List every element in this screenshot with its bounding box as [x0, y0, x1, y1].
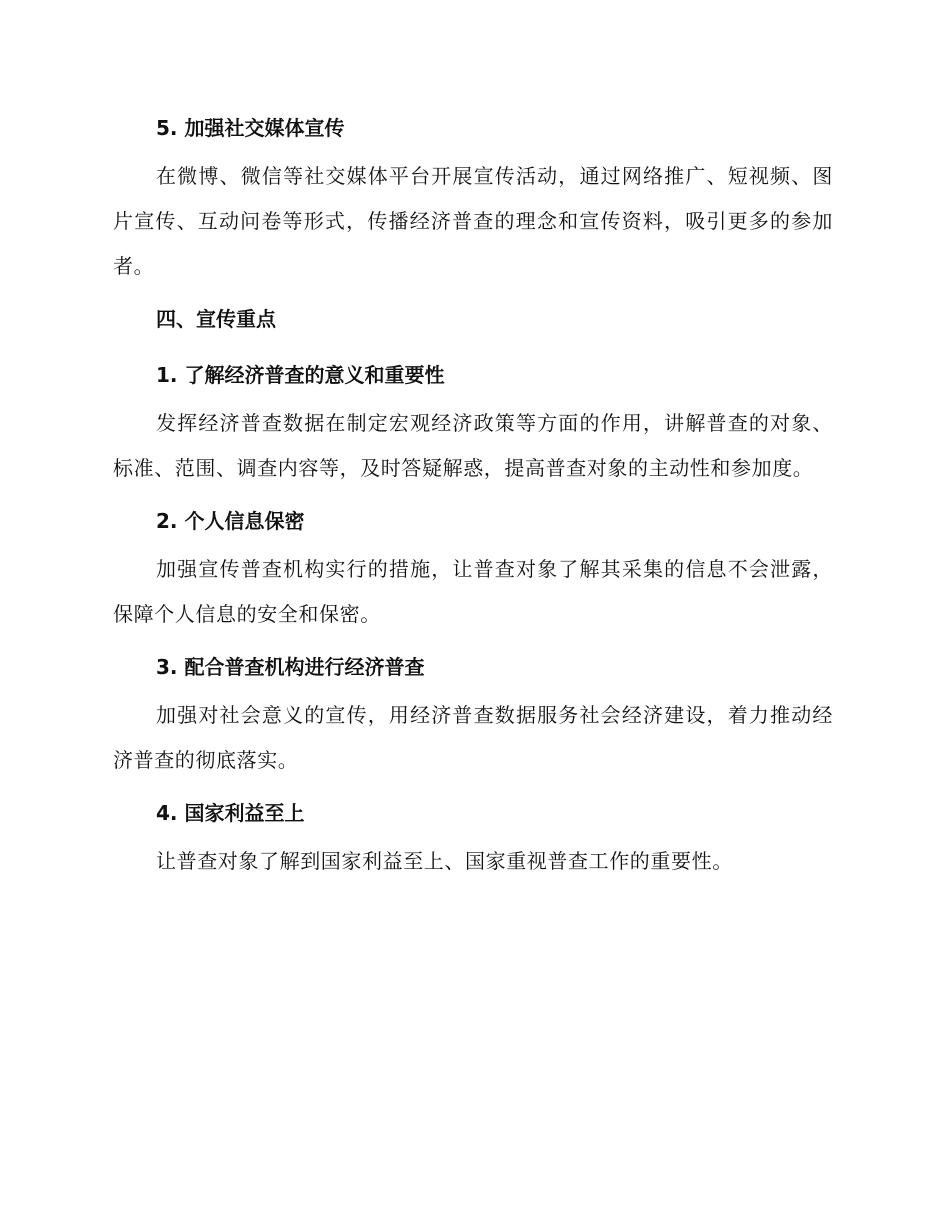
section-heading-privacy: 2. 个人信息保密: [156, 509, 305, 533]
chapter-heading-publicity-focus: 四、宣传重点: [156, 307, 276, 331]
section-heading-national-interest: 4. 国家利益至上: [156, 801, 305, 825]
section-heading-significance: 1. 了解经济普查的意义和重要性: [156, 363, 445, 387]
section-paragraph-national-interest: 让普查对象了解到国家利益至上、国家重视普查工作的重要性。: [156, 849, 733, 873]
section-heading-social-media: 5. 加强社交媒体宣传: [156, 116, 345, 140]
section-paragraph-privacy: 加强宣传普查机构实行的措施，让普查对象了解其采集的信息不会泄露，保障个人信息的安全和保密。: [113, 557, 833, 626]
section-paragraph-social-media: 在微博、微信等社交媒体平台开展宣传活动，通过网络推广、短视频、图片宣传、互动问卷等形式，传播经济普查的理念和宣传资料，吸引更多的参加者。: [113, 164, 833, 278]
document-body: [113, 112, 833, 884]
section-paragraph-significance: 发挥经济普查数据在制定宏观经济政策等方面的作用，讲解普查的对象、标准、范围、调查内容等，及时答疑解惑，提高普查对象的主动性和参加度。: [113, 411, 833, 480]
section-heading-cooperation: 3. 配合普查机构进行经济普查: [156, 655, 425, 679]
section-paragraph-cooperation: 加强对社会意义的宣传，用经济普查数据服务社会经济建设，着力推动经济普查的彻底落实。: [113, 703, 833, 772]
